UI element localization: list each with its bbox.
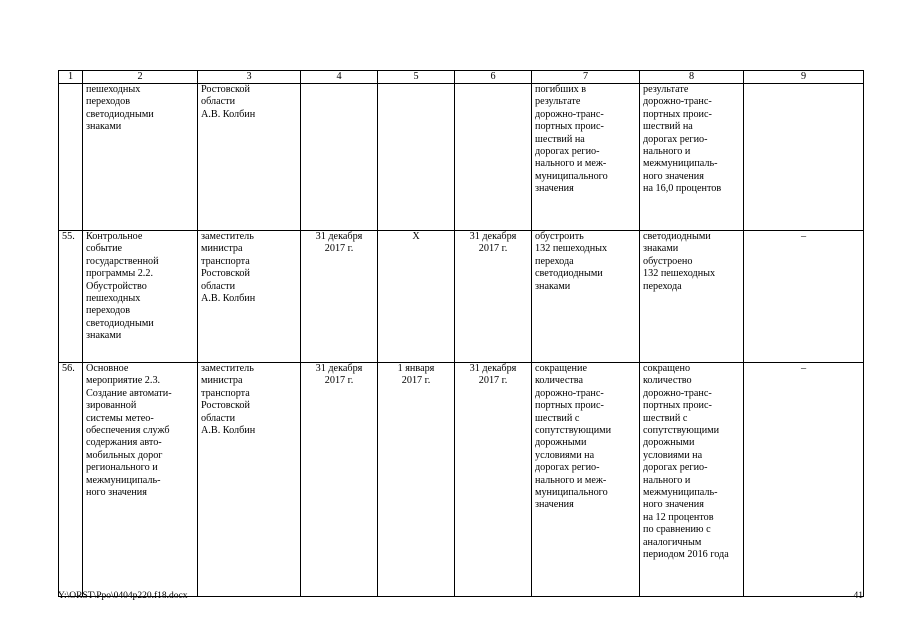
actual-start-date: Х [378,231,455,363]
actual-start-date [378,84,455,231]
expected-result: погибших в результате дорожно-транс- портных проис- шествий на дорогах регио- нального и меж- муниципального значения [532,84,640,231]
row-number [59,84,83,231]
note: – [744,363,864,597]
note [744,84,864,231]
activity-name: Основное мероприятие 2.3. Создание автомати- зированной системы метео- обеспечения служб содержания авто- мобильных дорог регионального и межмуниципаль- ного значения [83,363,198,597]
table-row [59,84,864,231]
actual-result: результате дорожно-транс- портных проис- шествий на дорогах регио- нального и межмуниципаль- ного значения на 16,0 процентов [640,84,744,231]
table-row [59,231,864,363]
responsible-person: заместитель министра транспорта Ростовской области А.В. Колбин [198,231,301,363]
header-cell: 6 [455,71,532,84]
page-number: 41 [853,591,863,601]
responsible-person: Ростовской области А.В. Колбин [198,84,301,231]
report-table [58,70,864,597]
header-cell: 7 [532,71,640,84]
actual-result: светодиодными знаками обустроено 132 пешеходных перехода [640,231,744,363]
start-date: 31 декабря 2017 г. [301,363,378,597]
expected-result: сокращение количества дорожно-транс- портных проис- шествий с сопутствующими дорожными условиями на дорогах регио- нального и меж- муниципального значения [532,363,640,597]
activity-name: Контрольное событие государственной программы 2.2. Обустройство пешеходных переходов светодиодными знаками [83,231,198,363]
expected-result: обустроить 132 пешеходных перехода светодиодными знаками [532,231,640,363]
actual-result: сокращено количество дорожно-транс- портных проис- шествий с сопутствующими дорожными условиями на дорогах регио- нального и межмуниципаль- ного значения на 12 процентов по сравнению с аналогичным периодом 2016 года [640,363,744,597]
header-cell: 1 [59,71,83,84]
end-date [455,84,532,231]
actual-start-date: 1 января 2017 г. [378,363,455,597]
start-date [301,84,378,231]
file-path: Y:\ORST\Ppo\0404p220.f18.docx [58,591,188,601]
start-date: 31 декабря 2017 г. [301,231,378,363]
end-date: 31 декабря 2017 г. [455,363,532,597]
header-cell: 8 [640,71,744,84]
header-cell: 5 [378,71,455,84]
note: – [744,231,864,363]
header-cell: 2 [83,71,198,84]
table-row [59,363,864,597]
header-cell: 4 [301,71,378,84]
end-date: 31 декабря 2017 г. [455,231,532,363]
row-number: 55. [59,231,83,363]
header-cell: 9 [744,71,864,84]
responsible-person: заместитель министра транспорта Ростовской области А.В. Колбин [198,363,301,597]
table-header-row [59,71,864,84]
row-number: 56. [59,363,83,597]
activity-name: пешеходных переходов светодиодными знаками [83,84,198,231]
header-cell: 3 [198,71,301,84]
